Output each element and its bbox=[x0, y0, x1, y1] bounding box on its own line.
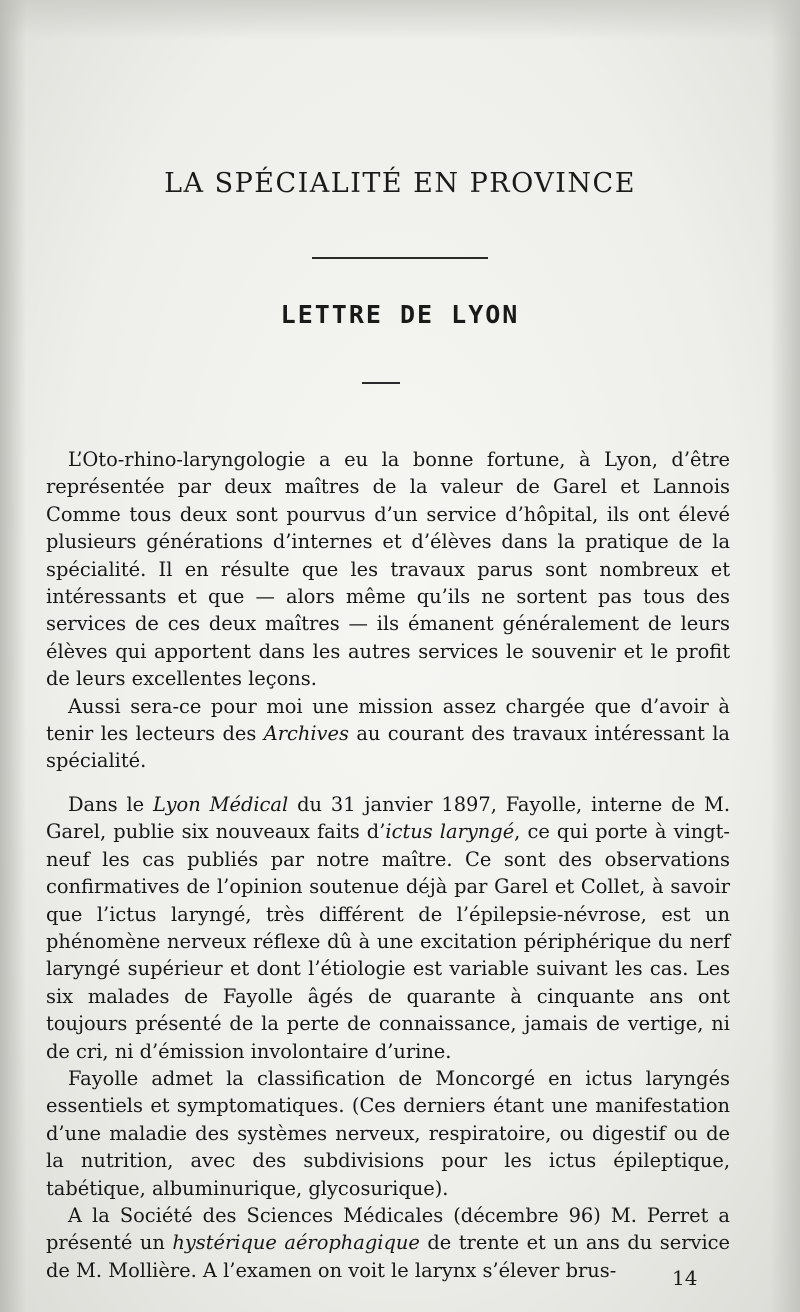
text-run: de trente et un ans du service de M. Mollière. A l’examen on voit le larynx s’élever brus- bbox=[46, 1231, 730, 1282]
paragraph bbox=[46, 1065, 730, 1202]
section-subtitle: LETTRE DE LYON bbox=[280, 300, 520, 329]
subtitle-divider bbox=[362, 382, 400, 384]
paragraph bbox=[46, 1202, 730, 1284]
text-run: , ce qui porte à vingt-neuf les cas publiés par notre maître. Ce sont des observations confirmatives de l’opinion soutenue déjà par Garel et Collet, à savoir que l’ictus laryngé, très différent de l’épilepsie-névrose, est un phénomène nerveux réflexe dû à une excitation périphérique du nerf laryngé supérieur et dont l’étiologie est variable suivant les cas. Les six malades de Fayolle âgés de quarante à cinquante ans ont toujours présenté de la perte de connaissance, jamais de vertige, ni de cri, ni d’émission involontaire d’urine. bbox=[46, 820, 730, 1063]
text-run: du 31 janvier 1897, Fayolle, interne de M. Garel, publie six nouveaux faits d’ bbox=[46, 792, 730, 844]
italic-text: Archives bbox=[263, 722, 349, 746]
paragraph bbox=[46, 791, 730, 1065]
page-number: 14 bbox=[672, 1266, 698, 1290]
text-run: L’Oto-rhino-laryngologie a eu la bonne fortune, à Lyon, d’être représentée par deux maîtres de la valeur de Garel et Lannois Comme tous deux sont pourvus d’un service d’hôpital, ils ont élevé plusieurs générations d’internes et d’élèves dans la pratique de la spécialité. Il en résulte que les travaux parus sont nombreux et intéressants et que — alors même qu’ils ne sortent pas tous des services de ces deux maîtres — ils émanent généralement de leurs élèves qui apportent dans les autres services le souvenir et le profit de leurs excellentes leçons. bbox=[46, 448, 730, 691]
page-shadow-top bbox=[0, 0, 800, 40]
paragraph bbox=[46, 693, 730, 775]
italic-text: Lyon Médical bbox=[153, 792, 289, 816]
title-divider bbox=[312, 257, 488, 259]
text-run: au courant des travaux intéressant la spécialité. bbox=[46, 722, 730, 773]
text-run: A la Société des Sciences Médicales (décembre 96) M. Perret a présenté un bbox=[46, 1203, 730, 1255]
text-run: Dans le bbox=[68, 792, 154, 816]
italic-text: hystérique aérophagique bbox=[172, 1231, 420, 1255]
page-title: LA SPÉCIALITÉ EN PROVINCE bbox=[164, 168, 636, 199]
paragraph bbox=[46, 446, 730, 693]
text-run: Aussi sera-ce pour moi une mission assez chargée que d’avoir à tenir les lecteurs des bbox=[46, 694, 730, 746]
text-run: Fayolle admet la classification de Moncorgé en ictus laryngés essentiels et symptomatiques. (Ces derniers étant une manifestation d’une maladie des systèmes nerveux, respiratoire, ou digestif ou de la nutrition, avec des subdivisions pour les ictus épileptique, tabétique, albuminurique, glycosurique). bbox=[46, 1066, 730, 1200]
italic-text: ictus laryngé bbox=[385, 820, 515, 844]
article-body bbox=[46, 446, 730, 1284]
